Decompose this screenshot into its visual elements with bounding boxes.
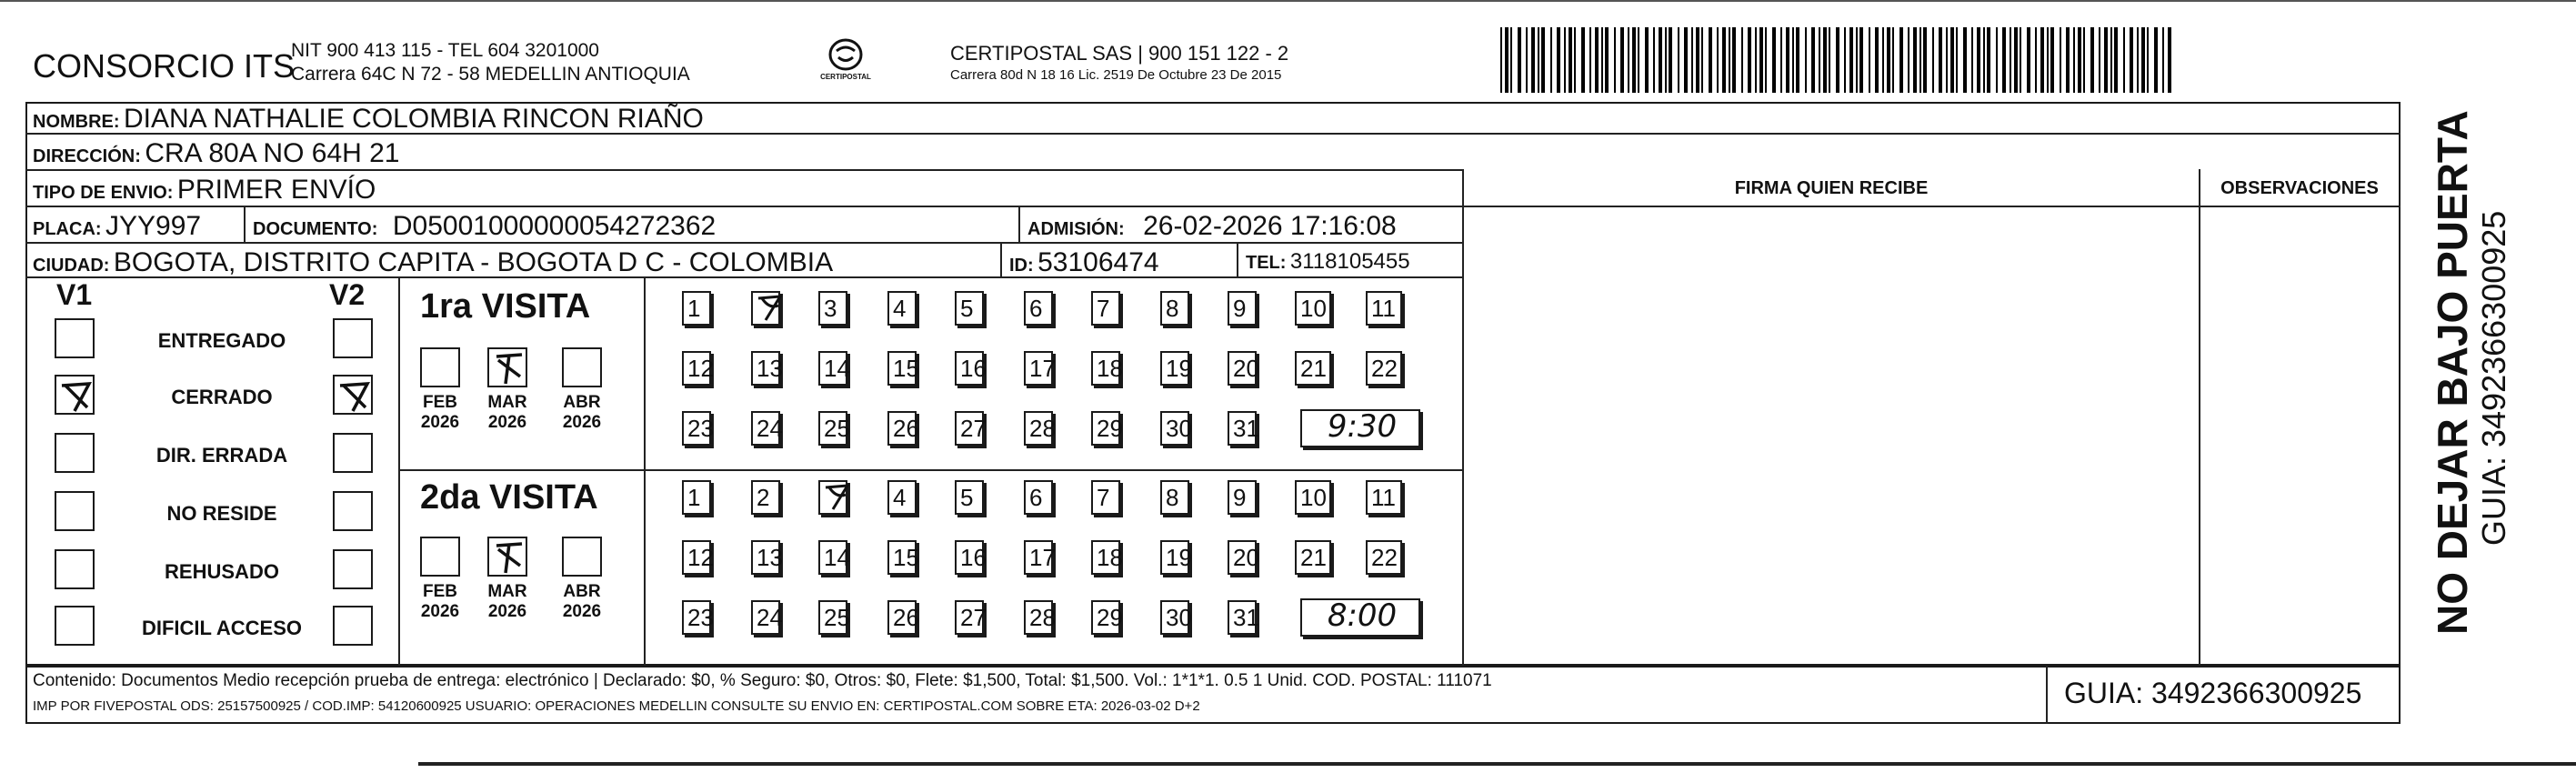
barcode-bar: [1550, 27, 1552, 93]
visit-1-day-14[interactable]: 14: [818, 351, 847, 386]
visit-1-day-13[interactable]: 13: [751, 351, 780, 386]
barcode-bar: [1510, 27, 1512, 93]
barcode-bar: [2040, 27, 2044, 93]
visit-1-day-29[interactable]: 29: [1091, 411, 1120, 446]
v2-checkbox-cerrado[interactable]: [333, 375, 373, 415]
barcode-bar: [2090, 27, 2094, 93]
barcode-bar: [2047, 27, 2049, 93]
visit-1-day-4[interactable]: 4: [887, 291, 917, 326]
month-name: ABR: [563, 582, 601, 601]
barcode-bar: [1741, 27, 1743, 93]
certipostal-logo: [809, 36, 882, 89]
visit-1-time-box[interactable]: 9:30: [1300, 409, 1420, 447]
barcode-bar: [2154, 27, 2158, 93]
direccion-value: CRA 80A NO 64H 21: [145, 138, 400, 168]
barcode-bar: [1645, 27, 1649, 93]
barcode-bar: [1632, 27, 1636, 93]
visit-1-month-box-abr[interactable]: [562, 347, 602, 387]
barcode-bar: [1526, 27, 1528, 93]
observaciones-area[interactable]: [2202, 207, 2399, 664]
logo-caption: CERTIPOSTAL: [820, 73, 871, 81]
documento-value: D05001000000054272362: [392, 211, 717, 241]
visit-1-day-27[interactable]: 27: [955, 411, 984, 446]
visit-2-day-25[interactable]: 25: [818, 600, 847, 635]
barcode-bar: [1963, 27, 1967, 93]
visit-1-month-label: [413, 393, 467, 433]
ciudad-value: BOGOTA, DISTRITO CAPITA - BOGOTA D C - COLOMBIA: [113, 247, 834, 277]
observaciones-header: OBSERVACIONES: [2220, 178, 2379, 198]
visit-1-day-3[interactable]: 3: [818, 291, 847, 326]
v1-header: V1: [56, 278, 93, 311]
barcode-bar: [1829, 27, 1830, 93]
barcode-bar: [1595, 27, 1599, 93]
direccion-label: DIRECCIÓN:: [33, 146, 141, 166]
visit-2-day-29[interactable]: 29: [1091, 600, 1120, 635]
barcode-bar: [1732, 27, 1736, 93]
barcode-bar: [2014, 27, 2018, 93]
placa-value: JYY997: [105, 211, 202, 241]
visit-2-day-15[interactable]: 15: [887, 540, 917, 575]
documento-label: DOCUMENTO:: [253, 219, 378, 239]
visit-1-day-20[interactable]: 20: [1228, 351, 1257, 386]
barcode-bar: [1956, 27, 1958, 93]
barcode-bar: [1748, 27, 1751, 93]
visit-1-day-12[interactable]: 12: [682, 351, 711, 386]
barcode-bar: [1950, 27, 1954, 93]
visit-2-day-18[interactable]: 18: [1091, 540, 1120, 575]
barcode-bar: [1653, 27, 1655, 93]
barcode-bar: [1709, 27, 1712, 93]
tipo-envio-label: TIPO DE ENVIO:: [33, 183, 174, 203]
barcode-bar: [2050, 27, 2054, 93]
barcode-bar: [1722, 27, 1726, 93]
visit-2-day-20[interactable]: 20: [1228, 540, 1257, 575]
footer-line-1: Contenido: Documentos Medio recepción prueba de entrega: electrónico | Declarado: $0, % Seguro: $0, Otros: $0, Flete: $1,500, Total: $1,500. Vol.: 1*1*1. 0.5 1 Unid. COD. POSTAL: 111071: [33, 671, 1492, 690]
no-dejar-bajo-puerta: NO DEJAR BAJO PUERTA: [2429, 110, 2476, 635]
month-name: MAR: [487, 393, 527, 412]
barcode-bar: [1518, 27, 1521, 93]
barcode-bar: [1796, 27, 1799, 93]
barcode-bar: [2147, 27, 2149, 93]
tel-value: 3118105455: [1289, 249, 1410, 274]
visit-2-month-box-feb[interactable]: [420, 537, 460, 577]
visit-2-day-1[interactable]: 1: [682, 480, 711, 515]
visit-1-day-25[interactable]: 25: [818, 411, 847, 446]
barcode-bar: [1819, 27, 1820, 93]
visit-2-day-24[interactable]: 24: [751, 600, 780, 635]
month-year: 2026: [487, 413, 527, 432]
month-year: 2026: [562, 413, 602, 432]
sender-nit: NIT 900 413 115 - TEL 604 3201000: [291, 40, 599, 61]
carrier-name: CERTIPOSTAL SAS | 900 151 122 - 2: [950, 42, 1289, 65]
visit-1-month-label: [555, 393, 609, 433]
barcode-bar: [1805, 27, 1807, 93]
barcode-bar: [1919, 27, 1921, 93]
month-name: MAR: [487, 582, 527, 601]
visit-1-day-10[interactable]: 10: [1295, 291, 1331, 326]
admision-label: ADMISIÓN:: [1027, 219, 1125, 239]
visit-1-month-label: [480, 393, 535, 433]
footer-guia: GUIA: 3492366300925: [2064, 677, 2362, 709]
barcode-bar: [1859, 27, 1863, 93]
barcode-bar: [2010, 27, 2011, 93]
barcode-bar: [2162, 27, 2164, 93]
visit-2-day-7[interactable]: 7: [1091, 480, 1120, 515]
v1-checkbox-rehusado[interactable]: [55, 549, 95, 589]
barcode-bar: [1755, 27, 1757, 93]
visit-2-day-3[interactable]: [818, 480, 847, 515]
barcode-bar: [1869, 27, 1870, 93]
month-name: FEB: [423, 582, 457, 601]
barcode-bar: [1987, 27, 1990, 93]
visit-2-day-14[interactable]: 14: [818, 540, 847, 575]
visit-2-month-box-mar[interactable]: [487, 537, 527, 577]
visit-2-day-17[interactable]: 17: [1024, 540, 1053, 575]
visit-1-day-15[interactable]: 15: [887, 351, 917, 386]
visit-2-day-26[interactable]: 26: [887, 600, 917, 635]
barcode-bar: [1836, 27, 1839, 93]
admision-value: 26-02-2026 17:16:08: [1143, 211, 1397, 241]
barcode-bar: [1786, 27, 1789, 93]
barcode-bar: [1729, 27, 1730, 93]
visit-1-day-1[interactable]: 1: [682, 291, 711, 326]
visit-1-day-26[interactable]: 26: [887, 411, 917, 446]
sender-company: CONSORCIO ITS: [33, 47, 296, 85]
visit-2-day-30[interactable]: 30: [1160, 600, 1189, 635]
visit-2-day-5[interactable]: 5: [955, 480, 984, 515]
barcode-bar: [1696, 27, 1699, 93]
barcode-bar: [1823, 27, 1827, 93]
barcode-bar: [2168, 27, 2171, 93]
visit-2-time-box[interactable]: 8:00: [1300, 598, 1420, 637]
barcode-bar: [1765, 27, 1767, 93]
nombre-label: NOMBRE:: [33, 112, 120, 132]
barcode-bar: [2123, 27, 2125, 93]
barcode-bar: [2027, 27, 2030, 93]
v1-checkbox-dificil-acceso[interactable]: [55, 606, 95, 646]
barcode-bar: [2104, 27, 2108, 93]
visit-2-day-28[interactable]: 28: [1024, 600, 1053, 635]
barcode-bar: [2083, 27, 2085, 93]
visit-2-day-21[interactable]: 21: [1295, 540, 1331, 575]
barcode-bar: [1574, 27, 1576, 93]
status-label: ENTREGADO: [157, 329, 286, 352]
barcode-bar: [2060, 27, 2061, 93]
barcode-bar: [2035, 27, 2037, 93]
footer-line-2: IMP POR FIVEPOSTAL ODS: 25157500925 / COD.IMP: 54120600925 USUARIO: OPERACIONES MEDELLIN CONSULTE SU ENVIO EN: CERTIPOSTAL.COM SOBRE ETA: 2026-03-02 D+2: [33, 698, 1200, 714]
visit-1-day-23[interactable]: 23: [682, 411, 711, 446]
barcode-bar: [1983, 27, 1985, 93]
visit-2-month-label: [555, 582, 609, 622]
visit-1-day-18[interactable]: 18: [1091, 351, 1120, 386]
visit-1-day-30[interactable]: 30: [1160, 411, 1189, 446]
firma-header: FIRMA QUIEN RECIBE: [1734, 178, 1929, 198]
visit-2-day-22[interactable]: 22: [1366, 540, 1402, 575]
barcode-bar: [1614, 27, 1616, 93]
barcode-bar: [1887, 27, 1890, 93]
visit-1-day-22[interactable]: 22: [1366, 351, 1402, 386]
barcode-bar: [1691, 27, 1693, 93]
month-year: 2026: [420, 602, 460, 621]
barcode-bar: [1780, 27, 1782, 93]
v2-checkbox-rehusado[interactable]: [333, 549, 373, 589]
barcode-bar: [1564, 27, 1566, 93]
barcode-bar: [1971, 27, 1973, 93]
ciudad-label: CIUDAD:: [33, 256, 110, 276]
visit-2-month-label: [413, 582, 467, 622]
visit-2-day-6[interactable]: 6: [1024, 480, 1053, 515]
barcode-bar: [1628, 27, 1629, 93]
visit-1-day-19[interactable]: 19: [1160, 351, 1189, 386]
barcode-bar: [2130, 27, 2133, 93]
barcode-bar: [2073, 27, 2075, 93]
status-label: NO RESIDE: [166, 502, 277, 525]
barcode-bar: [1701, 27, 1703, 93]
visit-1-month-box-feb[interactable]: [420, 347, 460, 387]
month-year: 2026: [487, 602, 527, 621]
barcode-bar: [1849, 27, 1853, 93]
v1-checkbox-dir-errada[interactable]: [55, 433, 95, 473]
barcode-bar: [1908, 27, 1909, 93]
visit-2-day-23[interactable]: 23: [682, 600, 711, 635]
barcode-bar: [1939, 27, 1942, 93]
barcode-bar: [1669, 27, 1672, 93]
visit-1-day-8[interactable]: 8: [1160, 291, 1189, 326]
v1-checkbox-no-reside[interactable]: [55, 491, 95, 531]
barcode-bar: [2110, 27, 2112, 93]
v2-checkbox-dir-errada[interactable]: [333, 433, 373, 473]
v1-checkbox-entregado[interactable]: [55, 318, 95, 358]
barcode-bar: [1717, 27, 1719, 93]
barcode-bar: [1977, 27, 1980, 93]
barcode-bar: [2002, 27, 2006, 93]
visit-1-day-21[interactable]: 21: [1295, 351, 1331, 386]
month-year: 2026: [562, 602, 602, 621]
barcode-bar: [1638, 27, 1639, 93]
barcode-bar: [1659, 27, 1662, 93]
barcode-bar: [1892, 27, 1894, 93]
visit-2-day-12[interactable]: 12: [682, 540, 711, 575]
visit-2-day-27[interactable]: 27: [955, 600, 984, 635]
barcode-bar: [2066, 27, 2070, 93]
placa-label: PLACA:: [33, 219, 102, 239]
visit-2-month-box-abr[interactable]: [562, 537, 602, 577]
visit-2-day-9[interactable]: 9: [1228, 480, 1257, 515]
barcode-bar: [1792, 27, 1794, 93]
visit-2-month-label: [480, 582, 535, 622]
carrier-license: Carrera 80d N 18 16 Lic. 2519 De Octubre 23 De 2015: [950, 67, 1282, 83]
visit-1-day-24[interactable]: 24: [751, 411, 780, 446]
barcode-bar: [1946, 27, 1948, 93]
nombre-value: DIANA NATHALIE COLOMBIA RINCON RIAÑO: [124, 104, 704, 134]
month-name: FEB: [423, 393, 457, 412]
barcode-bar: [1899, 27, 1903, 93]
visit-2-day-19[interactable]: 19: [1160, 540, 1189, 575]
visit-1-day-31[interactable]: 31: [1228, 411, 1257, 446]
visit-1-month-box-mar[interactable]: [487, 347, 527, 387]
id-label: ID:: [1009, 256, 1034, 276]
barcode-bar: [1923, 27, 1927, 93]
barcode-bar: [1531, 27, 1535, 93]
barcode-bar: [1678, 27, 1679, 93]
id-value: 53106474: [1037, 247, 1159, 277]
barcode-bar: [1557, 27, 1560, 93]
visit-1-day-17[interactable]: 17: [1024, 351, 1053, 386]
v2-header: V2: [329, 278, 366, 311]
barcode-bar: [2141, 27, 2145, 93]
tipo-envio-value: PRIMER ENVÍO: [176, 175, 376, 205]
v2-checkbox-no-reside[interactable]: [333, 491, 373, 531]
status-label: DIFICIL ACCESO: [141, 617, 302, 639]
barcode-bar: [1589, 27, 1591, 93]
barcode-bar: [1913, 27, 1917, 93]
barcode-bar: [1500, 27, 1502, 93]
status-label: REHUSADO: [165, 560, 279, 583]
barcode-bar: [1569, 27, 1572, 93]
barcode-bar: [1538, 27, 1539, 93]
visit-1-day-5[interactable]: 5: [955, 291, 984, 326]
barcode-bar: [1684, 27, 1688, 93]
barcode-bar: [2020, 27, 2021, 93]
side-guia: GUIA: 3492366300925: [2475, 210, 2512, 546]
barcode-bar: [2137, 27, 2139, 93]
barcode-bar: [1620, 27, 1624, 93]
visit-2-day-31[interactable]: 31: [1228, 600, 1257, 635]
barcode-bar: [1844, 27, 1846, 93]
visit-1-day-9[interactable]: 9: [1228, 291, 1257, 326]
visit-2-title: 2da VISITA: [420, 478, 598, 517]
status-label: CERRADO: [171, 386, 273, 408]
v2-checkbox-dificil-acceso[interactable]: [333, 606, 373, 646]
barcode-bar: [2078, 27, 2081, 93]
barcode-bar: [2114, 27, 2118, 93]
visit-2-day-16[interactable]: 16: [955, 540, 984, 575]
status-label: DIR. ERRADA: [155, 444, 288, 467]
barcode-bar: [1932, 27, 1934, 93]
barcode-bar: [1811, 27, 1815, 93]
barcode-bar: [1505, 27, 1509, 93]
month-name: ABR: [563, 393, 601, 412]
visit-1-day-7[interactable]: 7: [1091, 291, 1120, 326]
sender-address: Carrera 64C N 72 - 58 MEDELLIN ANTIOQUIA: [291, 64, 690, 85]
barcode-bar: [1601, 27, 1603, 93]
tel-label: TEL:: [1246, 253, 1287, 273]
visit-2-day-11[interactable]: 11: [1366, 480, 1402, 515]
barcode-bar: [1665, 27, 1667, 93]
visit-2-day-10[interactable]: 10: [1295, 480, 1331, 515]
barcode-bar: [1581, 27, 1585, 93]
visit-2-day-4[interactable]: 4: [887, 480, 917, 515]
visit-1-title: 1ra VISITA: [420, 287, 591, 326]
visit-1-day-16[interactable]: 16: [955, 351, 984, 386]
v2-checkbox-entregado[interactable]: [333, 318, 373, 358]
visit-1-day-6[interactable]: 6: [1024, 291, 1053, 326]
barcode-bar: [1875, 27, 1879, 93]
barcode-bar: [1541, 27, 1545, 93]
barcode-bar: [1605, 27, 1609, 93]
visit-2-day-2[interactable]: 2: [751, 480, 780, 515]
barcode-bar: [1996, 27, 1998, 93]
barcode: [1500, 27, 2182, 93]
visit-1-day-28[interactable]: 28: [1024, 411, 1053, 446]
month-year: 2026: [420, 413, 460, 432]
visit-1-day-2[interactable]: [751, 291, 780, 326]
visit-1-day-11[interactable]: 11: [1366, 291, 1402, 326]
visit-2-day-8[interactable]: 8: [1160, 480, 1189, 515]
barcode-bar: [1882, 27, 1884, 93]
barcode-bar: [1759, 27, 1763, 93]
v1-checkbox-cerrado[interactable]: [55, 375, 95, 415]
barcode-bar: [1856, 27, 1858, 93]
barcode-bar: [1772, 27, 1776, 93]
visit-2-day-13[interactable]: 13: [751, 540, 780, 575]
firma-area[interactable]: [1466, 207, 2197, 664]
barcode-bar: [2099, 27, 2100, 93]
